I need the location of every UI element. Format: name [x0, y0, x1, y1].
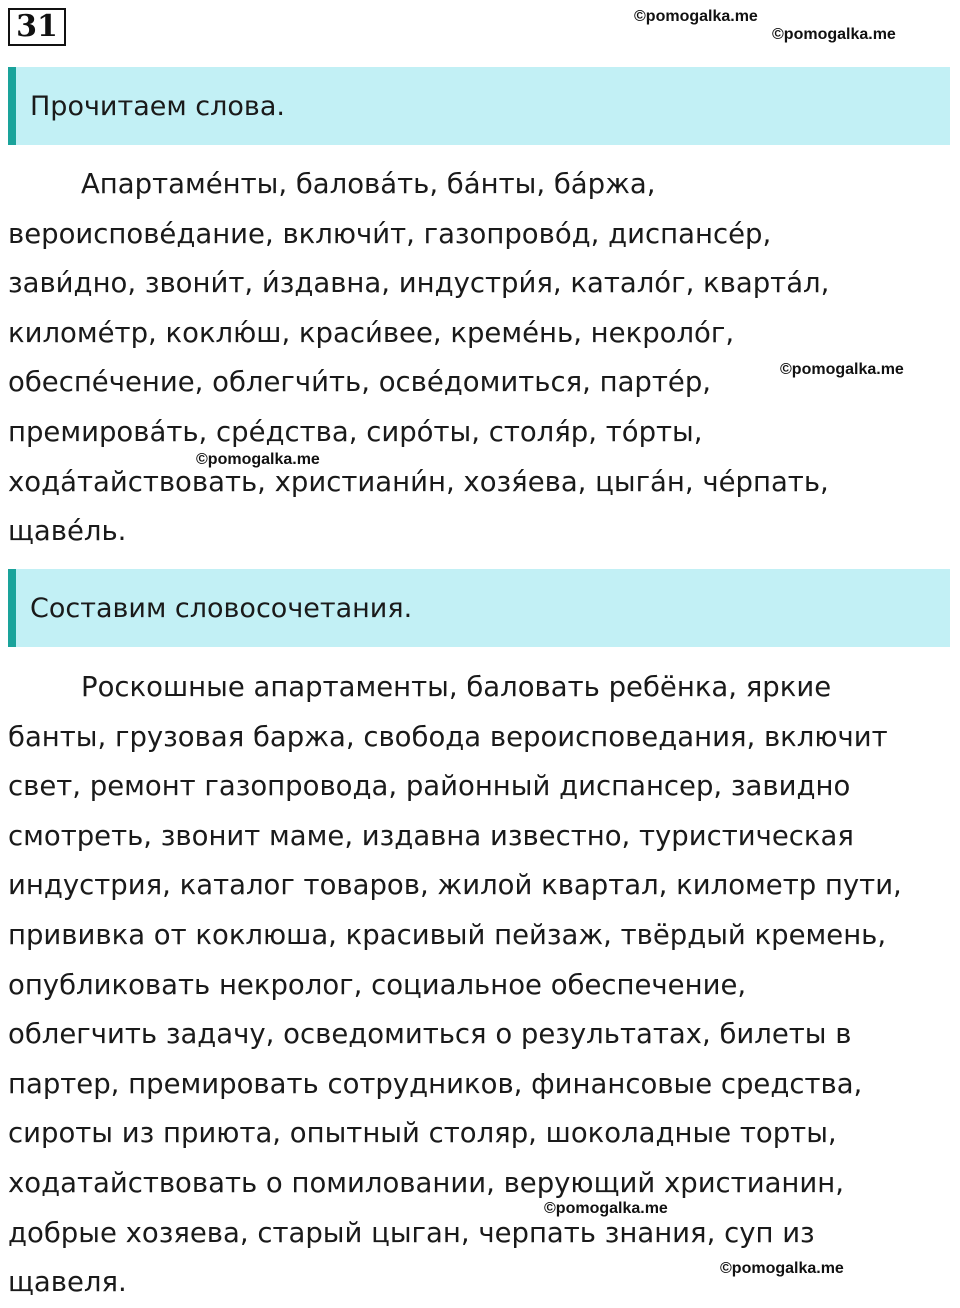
paragraph-line: хода́тайствовать, христиани́н, хозя́ева, цыга́н, че́рпать,: [8, 465, 829, 498]
paragraph-line: опубликовать некролог, социальное обеспечение,: [8, 968, 747, 1001]
paragraph-line: индустрия, каталог товаров, жилой квартал, километр пути,: [8, 869, 902, 902]
paragraph-line: киломе́тр, коклю́ш, краси́вее, креме́нь, некроло́г,: [8, 316, 735, 349]
paragraph-line: щаве́ль.: [8, 515, 127, 548]
paragraph-line: банты, грузовая баржа, свобода вероисповедания, включит: [8, 720, 888, 753]
paragraph-line: ходатайствовать о помиловании, верующий христианин,: [8, 1166, 844, 1199]
paragraph-line: прививка от коклюша, красивый пейзаж, твёрдый кремень,: [8, 918, 887, 951]
phrases-paragraph: [8, 663, 952, 1308]
task-number: 31: [8, 8, 66, 46]
section-heading-read-words: [8, 67, 950, 145]
paragraph-line: зави́дно, звони́т, и́здавна, индустри́я, катало́г, кварта́л,: [8, 267, 830, 300]
paragraph-line: щавеля.: [8, 1266, 127, 1299]
watermark: ©pomogalka.me: [780, 361, 904, 378]
section-heading-compose-phrases: [8, 569, 950, 647]
watermark: ©pomogalka.me: [772, 26, 896, 43]
paragraph-line: партер, премировать сотрудников, финансовые средства,: [8, 1067, 863, 1100]
paragraph-line: обеспе́чение, облегчи́ть, осве́домиться, парте́р,: [8, 366, 712, 399]
paragraph-line: облегчить задачу, осведомиться о результатах, билеты в: [8, 1018, 852, 1051]
paragraph-line: сироты из приюта, опытный столяр, шоколадные торты,: [8, 1117, 837, 1150]
watermark: ©pomogalka.me: [634, 8, 758, 25]
watermark: ©pomogalka.me: [720, 1260, 844, 1277]
paragraph-line: свет, ремонт газопровода, районный диспансер, завидно: [8, 770, 851, 803]
paragraph-line: Роскошные апартаменты, баловать ребёнка, яркие: [81, 671, 832, 703]
watermark: ©pomogalka.me: [196, 451, 320, 468]
section-heading-text: Прочитаем слова.: [30, 90, 285, 122]
paragraph-line: премирова́ть, сре́дства, сиро́ты, столя́р, то́рты,: [8, 415, 703, 448]
section-heading-text: Составим словосочетания.: [30, 592, 413, 624]
paragraph-line: добрые хозяева, старый цыган, черпать знания, суп из: [8, 1216, 815, 1249]
words-paragraph: [8, 160, 952, 557]
paragraph-line: Апартаме́нты, балова́ть, ба́нты, ба́ржа,: [81, 168, 656, 200]
paragraph-line: смотреть, звонит маме, издавна известно, туристическая: [8, 819, 854, 852]
watermark: ©pomogalka.me: [544, 1200, 668, 1217]
paragraph-line: вероиспове́дание, включи́т, газопрово́д, диспансе́р,: [8, 217, 772, 250]
